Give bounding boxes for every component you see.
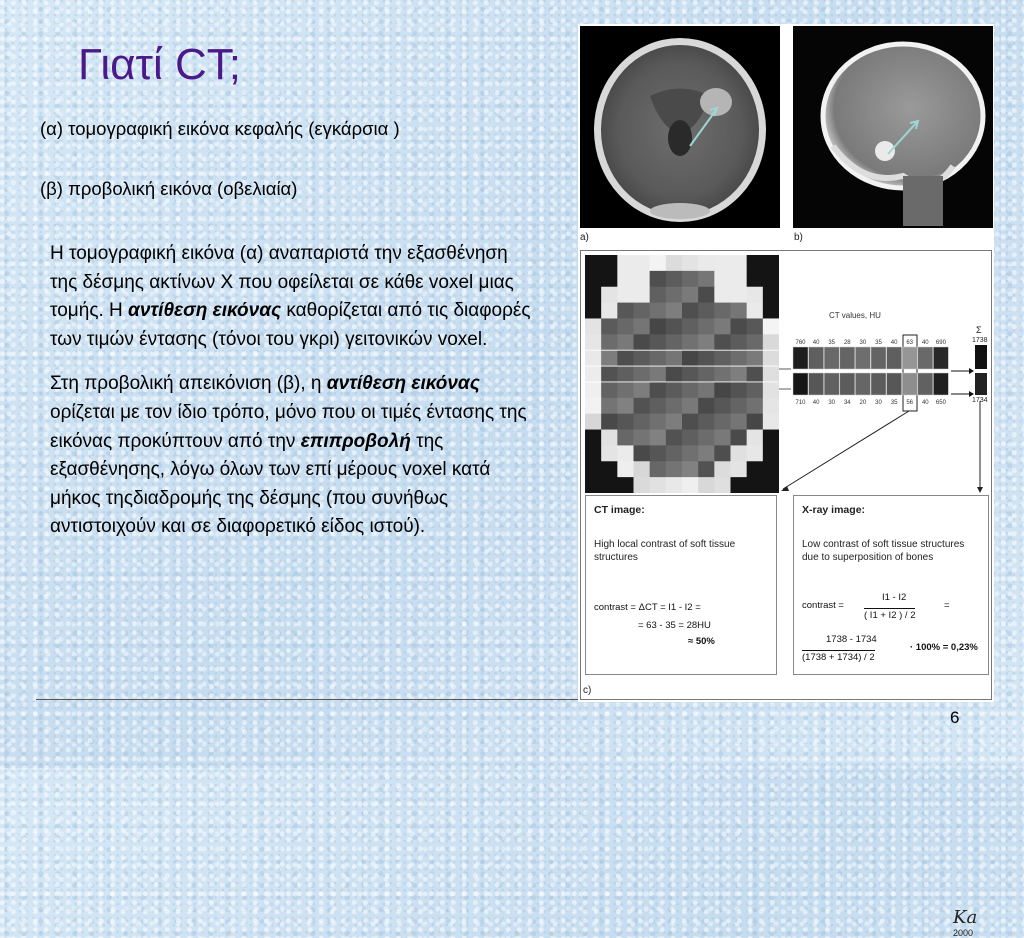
- ct-value-cell: [887, 347, 902, 369]
- ct-value-label: 28: [843, 340, 851, 346]
- paragraph-1: Η τομογραφική εικόνα (α) αναπαριστά την εξασθένηση της δέσμης ακτίνων X που οφείλεται σε κάθε voxel μιας τομής. Η αντίθεση εικόνας καθορίζεται από τις διαφορές των τιμών έντασης (τόνοι του γκρι) γειτονικών voxel.: [50, 243, 531, 350]
- emphasis-image-contrast: αντίθεση εικόνας: [128, 300, 282, 322]
- ct-value-cell: [933, 373, 948, 395]
- paragraph-2: Στη προβολική απεικόνιση (β), η αντίθεση εικόνας ορίζεται με τον ίδιο τρόπο, μόνο που οι τιμές έντασης της εικόνας προκύπτουν από την επιπροβολή της εξασθένησης, λόγω όλων των επί μέρους voxel κατά μήκος τηςδιαδρομής της δέσμης (που συνήθως αντιστοιχούν και σε διαφορετικό είδος ιστού).: [50, 373, 527, 538]
- caption-a: (α) τομογραφική εικόνα κεφαλής (εγκάρσια ): [40, 118, 400, 139]
- xray-formula2-num: 1738 - 1734: [826, 634, 877, 645]
- row1-sum: 1738: [972, 337, 988, 344]
- ct-value-label: 63: [906, 340, 914, 346]
- ct-value-cell: [840, 373, 855, 395]
- ct-values-title: CT values, HU: [829, 311, 881, 320]
- ct-value-label: 710: [795, 400, 806, 406]
- body-text: [50, 240, 540, 558]
- ct-value-label: 35: [875, 340, 882, 346]
- ct-value-cell: [902, 347, 917, 369]
- caption-b: (β) προβολική εικόνα (οβελιαία): [40, 178, 298, 199]
- ct-value-label: 30: [828, 400, 836, 406]
- ct-value-cell: [871, 373, 886, 395]
- xray-formula2-den: (1738 + 1734) / 2: [802, 652, 875, 663]
- ct-value-cell: [824, 347, 839, 369]
- ct-value-cell: [918, 347, 933, 369]
- ct-formula-2: = 63 - 35 = 28HU: [638, 620, 711, 631]
- ct-value-cell: [887, 373, 902, 395]
- ct-box-description: High local contrast of soft tissue structures: [594, 539, 736, 563]
- ct-value-cell: [793, 347, 808, 369]
- label-a: a): [580, 232, 589, 243]
- sigma-symbol: Σ: [976, 325, 982, 335]
- ct-value-cell: [871, 347, 886, 369]
- xray-formula-lhs: contrast =: [802, 600, 844, 611]
- ct-value-label: 35: [890, 400, 898, 406]
- slide-title: Γιατί CT;: [78, 40, 241, 89]
- emphasis-image-contrast-2: αντίθεση εικόνας: [326, 373, 480, 395]
- ct-value-label: 40: [812, 400, 820, 406]
- contrast-comparison-panel: [580, 250, 992, 938]
- emphasis-superposition: επιπροβολή: [300, 430, 411, 452]
- ct-value-cell: [809, 347, 824, 369]
- ct-value-label: 760: [795, 340, 806, 346]
- ct-formula-1: contrast = ΔCT = I1 - I2 =: [594, 602, 701, 613]
- ct-value-label: 56: [906, 400, 914, 406]
- ct-value-cell: [855, 373, 870, 395]
- ct-value-cell: [918, 373, 933, 395]
- ct-value-label: 20: [859, 400, 867, 406]
- xray-lateral-image: [793, 26, 993, 228]
- ct-value-label: 35: [828, 340, 836, 346]
- ct-value-label: 40: [812, 340, 820, 346]
- ct-value-cell: [824, 373, 839, 395]
- ct-value-label: 30: [875, 400, 882, 406]
- ct-value-cell: [933, 347, 948, 369]
- figure-panel: [578, 24, 994, 938]
- xray-box-heading: X-ray image:: [802, 504, 866, 516]
- xray-formula-den: ( I1 + I2 ) / 2: [864, 610, 916, 621]
- ct-value-label: 34: [843, 400, 851, 406]
- page-number: 6: [950, 708, 960, 727]
- ct-image-box: [585, 495, 777, 675]
- xray-image-box: [793, 495, 989, 675]
- ct-axial-image: [580, 26, 780, 228]
- ct-value-label: 650: [935, 400, 946, 406]
- ct-formula-3: ≈ 50%: [688, 636, 715, 647]
- ct-box-heading: CT image:: [594, 504, 645, 516]
- ct-value-label: 690: [935, 340, 946, 346]
- xray-formula2-rhs: · 100% = 0,23%: [910, 642, 978, 653]
- xray-formula-eq: =: [944, 600, 950, 611]
- ct-value-label: 40: [921, 400, 929, 406]
- ct-value-cell: [793, 373, 808, 395]
- ct-value-label: 40: [921, 340, 929, 346]
- xray-formula-num: I1 - I2: [882, 592, 907, 603]
- ct-value-cell: [855, 347, 870, 369]
- row2-sum: 1734: [972, 397, 988, 404]
- ct-value-cell: [902, 373, 917, 395]
- author-signature: Ka 2000: [953, 907, 978, 938]
- ct-value-cell: [809, 373, 824, 395]
- ct-value-label: 30: [859, 340, 867, 346]
- label-b: b): [794, 232, 803, 243]
- ct-value-label: 40: [890, 340, 898, 346]
- label-c: c): [583, 685, 592, 696]
- ct-value-cell: [840, 347, 855, 369]
- xray-box-description: Low contrast of soft tissue structures due to superposition of bones: [802, 539, 965, 563]
